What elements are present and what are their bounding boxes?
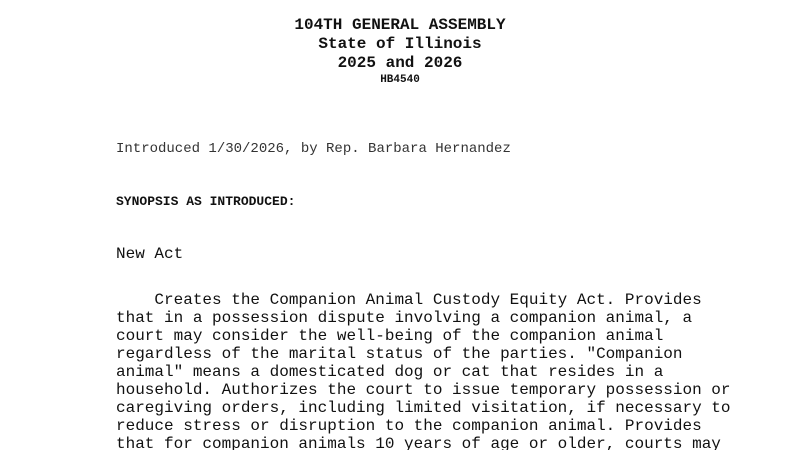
synopsis-body bbox=[116, 291, 731, 450]
introduction-line: Introduced 1/30/2026, by Rep. Barbara Hernandez bbox=[116, 141, 511, 157]
bill-number: HB4540 bbox=[380, 74, 420, 86]
synopsis-line: reduce stress or disruption to the companion animal. Provides bbox=[116, 417, 702, 435]
state-title: State of Illinois bbox=[318, 35, 482, 53]
synopsis-line: regardless of the marital status of the parties. "Companion bbox=[116, 345, 683, 363]
synopsis-line: court may consider the well-being of the companion animal bbox=[116, 327, 664, 345]
assembly-title: 104TH GENERAL ASSEMBLY bbox=[294, 16, 506, 34]
synopsis-line: animal" means a domesticated dog or cat that resides in a bbox=[116, 363, 664, 381]
synopsis-line: that in a possession dispute involving a companion animal, a bbox=[116, 309, 693, 327]
new-act-label: New Act bbox=[116, 245, 184, 263]
bill-header bbox=[0, 16, 800, 87]
synopsis-line: that for companion animals 10 years of age or older, courts may bbox=[116, 435, 721, 450]
session-years: 2025 and 2026 bbox=[337, 54, 463, 72]
synopsis-line: household. Authorizes the court to issue temporary possession or bbox=[116, 381, 731, 399]
synopsis-heading: SYNOPSIS AS INTRODUCED: bbox=[116, 194, 296, 209]
synopsis-line: caregiving orders, including limited visitation, if necessary to bbox=[116, 399, 731, 417]
synopsis-line: Creates the Companion Animal Custody Equity Act. Provides bbox=[116, 291, 702, 309]
